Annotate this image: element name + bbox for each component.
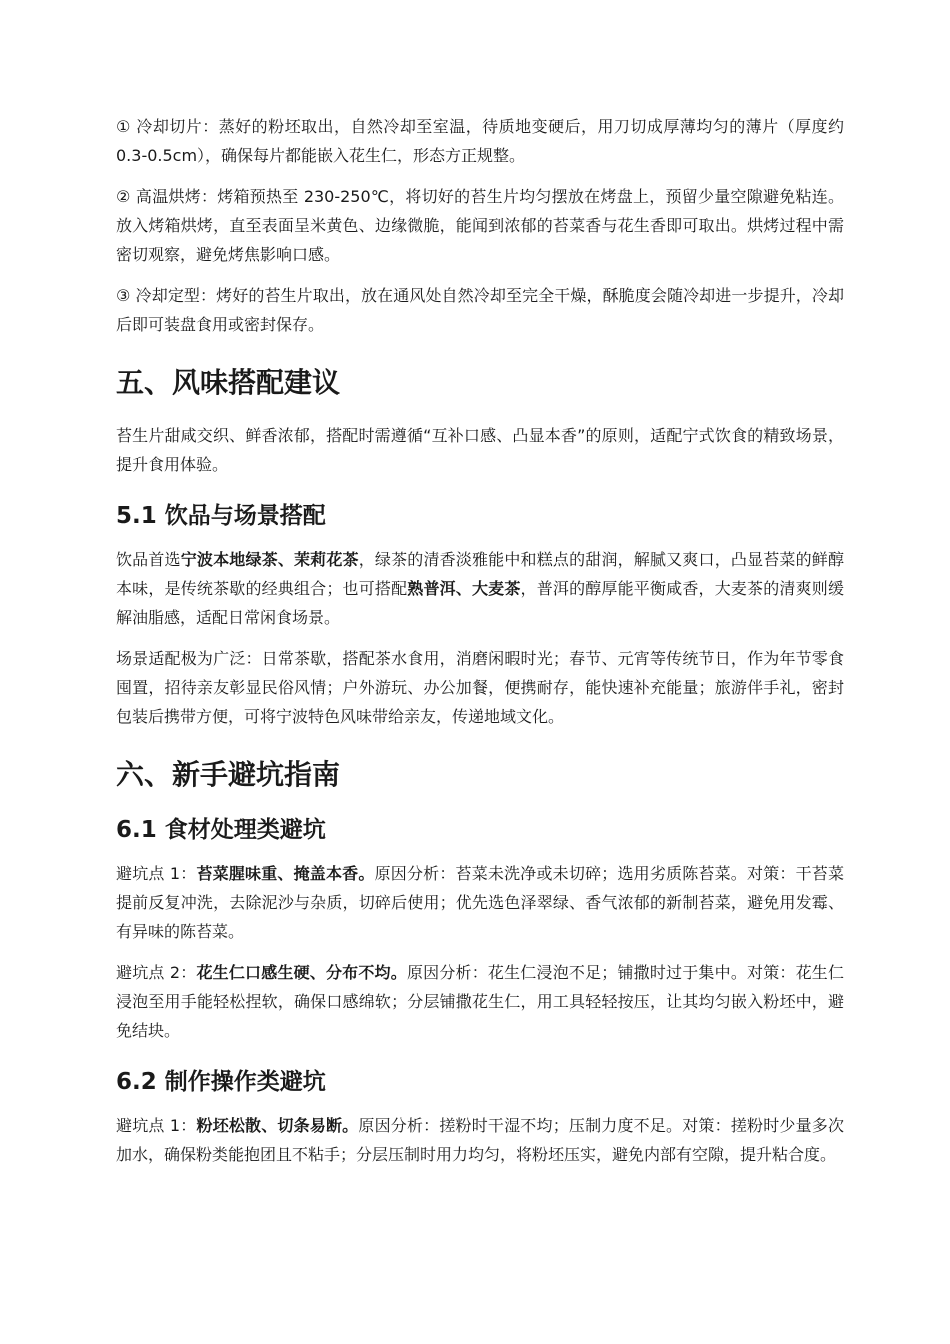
pitfall-paragraph: 避坑点 1：粉坯松散、切条易断。原因分析：搓粉时干湿不均；压制力度不足。对策：搓粉时少量多次加水，确保粉类能抱团且不粘手；分层压制时用力均匀，将粉坯压实，避免内部有空隙，提升粘合度。 xyxy=(116,1116,844,1164)
pitfall-paragraph: 避坑点 2：花生仁口感生硬、分布不均。原因分析：花生仁浸泡不足；铺撒时过于集中。对策：花生仁浸泡至用手能轻松捏软，确保口感绵软；分层铺撒花生仁，用工具轻轻按压，让其均匀嵌入粉坯中，避免结块。 xyxy=(116,963,844,1040)
section5-1-title: 5.1 饮品与场景搭配 xyxy=(116,503,326,529)
section6-1-title: 6.1 食材处理类避坑 xyxy=(116,817,326,843)
section6-title: 六、新手避坑指南 xyxy=(116,758,341,791)
step-bake: ② 高温烘烤：烤箱预热至 230-250℃，将切好的苔生片均匀摆放在烤盘上，预留少量空隙避免粘连。放入烤箱烘烤，直至表面呈米黄色、边缘微脆，能闻到浓郁的苔菜香与花生香即可取出。烘烤过程中需密切观察，避免烤焦影响口感。 xyxy=(116,187,844,264)
section6-2-title: 6.2 制作操作类避坑 xyxy=(116,1069,326,1095)
step-cool-slice: ① 冷却切片：蒸好的粉坯取出，自然冷却至室温，待质地变硬后，用刀切成厚薄均匀的薄片（厚度约 0.3-0.5cm），确保每片都能嵌入花生仁，形态方正规整。 xyxy=(116,117,844,165)
section5-title: 五、风味搭配建议 xyxy=(116,366,341,399)
pitfall-paragraph: 避坑点 1：苔菜腥味重、掩盖本香。原因分析：苔菜未洗净或未切碎；选用劣质陈苔菜。对策：干苔菜提前反复冲洗，去除泥沙与杂质，切碎后使用；优先选色泽翠绿、香气浓郁的新制苔菜，避免用发霉、有异味的陈苔菜。 xyxy=(116,864,844,941)
drink-pairing-paragraph: 饮品首选宁波本地绿茶、茉莉花茶，绿茶的清香淡雅能中和糕点的甜润，解腻又爽口，凸显苔菜的鲜醇本味，是传统茶歇的经典组合；也可搭配熟普洱、大麦茶，普洱的醇厚能平衡咸香，大麦茶的清爽则缓解油脂感，适配日常闲食场景。 xyxy=(116,550,844,627)
step-cool-set: ③ 冷却定型：烤好的苔生片取出，放在通风处自然冷却至完全干燥，酥脆度会随冷却进一步提升，冷却后即可装盘食用或密封保存。 xyxy=(116,286,844,334)
section5-intro: 苔生片甜咸交织、鲜香浓郁，搭配时需遵循“互补口感、凸显本香”的原则，适配宁式饮食的精致场景，提升食用体验。 xyxy=(116,426,844,474)
scene-pairing-paragraph: 场景适配极为广泛：日常茶歇，搭配茶水食用，消磨闲暇时光；春节、元宵等传统节日，作为年节零食囤置，招待亲友彰显民俗风情；户外游玩、办公加餐，便携耐存，能快速补充能量；旅游伴手礼，密封包装后携带方便，可将宁波特色风味带给亲友，传递地域文化。 xyxy=(116,649,844,726)
document-page xyxy=(116,112,844,1181)
